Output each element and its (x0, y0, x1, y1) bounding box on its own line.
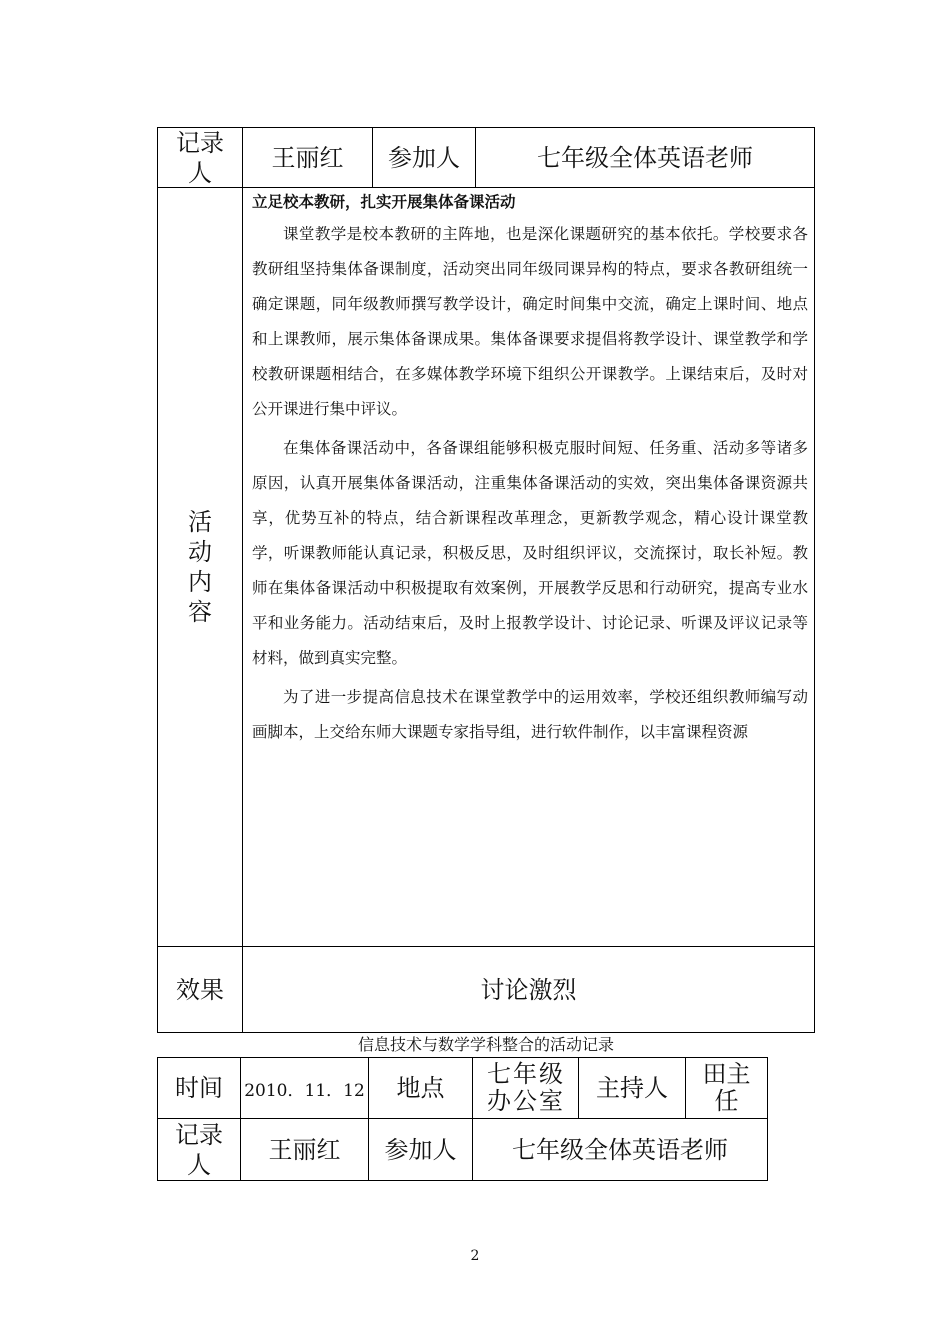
table-caption: 信息技术与数学学科整合的活动记录 (357, 1035, 614, 1054)
activity-content-label: 活动内容 (188, 508, 212, 626)
content-paragraph: 在集体备课活动中，各备课组能够积极克服时间短、任务重、活动多等诸多原因，认真开展集体备课活动，注重集体备课活动的实效，突出集体备课资源共享，优势互补的特点，结合新课程改革理念，更新教学观念，精心设计课堂教学，听课教师能认真记录，积极反思，及时组织评议，交流探讨，取长补短。教师在集体备课活动中积极提取有效案例，开展教学反思和行动研究，提高专业水平和业务能力。活动结束后，及时上报教学设计、讨论记录、听课及评议记录等材料，做到真实完整。 (252, 439, 808, 667)
table-border (242, 127, 243, 1033)
host-value-cell (686, 1058, 767, 1118)
participants-value: 七年级全体英语老师 (537, 143, 753, 172)
host-label: 主持人 (596, 1074, 668, 1102)
participants-value-2: 七年级全体英语老师 (512, 1135, 728, 1164)
activity-content (252, 188, 808, 750)
content-paragraph: 为了进一步提高信息技术在课堂教学中的运用效率，学校还组织教师编写动画脚本，上交给东师大课题专家指导组，进行软件制作，以丰富课程资源 (252, 688, 808, 741)
content-title: 立足校本教研，扎实开展集体备课活动 (252, 192, 516, 211)
content-paragraph: 课堂教学是校本教研的主阵地，也是深化课题研究的基本依托。学校要求各教研组坚持集体备课制度，活动突出同年级同课异构的特点，要求各教研组统一确定课题，同年级教师撰写教学设计，确定时间集中交流，确定上课时间、地点和上课教师，展示集体备课成果。集体备课要求提倡将教学设计、课堂教学和学校教研课题相结合，在多媒体教学环境下组织公开课教学。上课结束后，及时对公开课进行集中评议。 (252, 225, 808, 418)
recorder-value: 王丽红 (271, 143, 344, 172)
recorder-label: 记录人 (176, 128, 224, 187)
place-label: 地点 (396, 1074, 445, 1102)
table-border (157, 1180, 768, 1181)
place-value: 七年级办公室 (487, 1060, 565, 1115)
recorder-label-2: 记录人 (175, 1120, 223, 1179)
time-label: 时间 (175, 1074, 223, 1102)
participants-label: 参加人 (388, 143, 460, 172)
table-border (767, 1057, 768, 1181)
time-value: 2010．11．12 (244, 1080, 365, 1101)
host-value: 田主任 (702, 1060, 751, 1115)
table-border (814, 127, 815, 1033)
effect-value: 讨论激烈 (480, 975, 577, 1004)
participants-label-2: 参加人 (384, 1135, 457, 1164)
page-number: 2 (470, 1248, 480, 1264)
recorder-value-2: 王丽红 (268, 1135, 341, 1164)
effect-label: 效果 (176, 975, 224, 1004)
